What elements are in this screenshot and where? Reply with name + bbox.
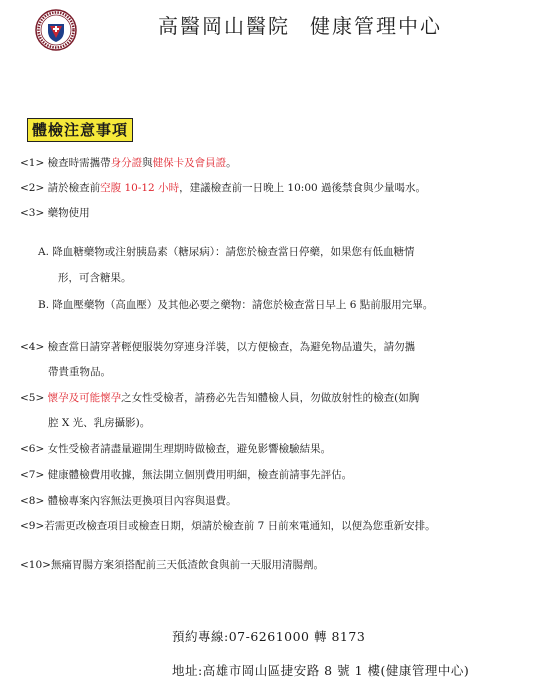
emphasis-text: 健保卡及會員證 <box>152 157 227 169</box>
notice-item-5: <5> 懷孕及可能懷孕之女性受檢者，請務必先告知體檢人員，勿做放射性的檢查(如胸 <box>20 392 420 404</box>
notice-item-3a-line1: A. 降血糖藥物或注射胰島素（糖尿病）：請您於檢查當日停藥，如果您有低血糖情 <box>38 246 415 258</box>
hospital-logo-icon <box>35 9 77 51</box>
notice-item-3: <3> 藥物使用 <box>20 207 90 219</box>
item-number: <2> <box>20 182 45 194</box>
notice-item-2: <2> 請於檢查前空腹 10-12 小時，建議檢查前一日晚上 10:00 過後禁食與少量喝水。 <box>20 182 427 194</box>
page-header <box>130 10 470 39</box>
notice-item-5-line2: 腔 X 光、乳房攝影)。 <box>48 417 151 429</box>
notice-item-4-line2: 帶貴重物品。 <box>48 366 111 378</box>
item-number: <4> <box>20 341 45 353</box>
notice-item-8: <8> 體檢專案內容無法更換項目內容與退費。 <box>20 495 237 507</box>
hospital-name: 高醫岡山醫院 <box>158 14 290 38</box>
item-number: <7> <box>20 469 45 481</box>
notice-item-3b: B. 降血壓藥物（高血壓）及其他必要之藥物：請您於檢查當日早上 6 點前服用完畢。 <box>38 299 434 311</box>
item-number: <6> <box>20 443 45 455</box>
item-number: <3> <box>20 207 45 219</box>
notice-item-10: <10>無痛胃腸方案須搭配前三天低渣飲食與前一天服用清腸劑。 <box>20 559 324 571</box>
item-number: <1> <box>20 157 45 169</box>
notice-item-1: <1> 檢查時需攜帶身分證與健保卡及會員證。 <box>20 157 237 169</box>
item-number: <9> <box>20 520 45 532</box>
item-number: <8> <box>20 495 45 507</box>
item-number: <10> <box>20 559 51 571</box>
emphasis-text: 懷孕及可能懷孕 <box>47 392 122 404</box>
center-name: 健康管理中心 <box>310 14 442 38</box>
notice-title: 體檢注意事項 <box>27 118 133 142</box>
notice-item-6: <6> 女性受檢者請盡量避開生理期時做檢查，避免影響檢驗結果。 <box>20 443 332 455</box>
notice-item-9: <9>若需更改檢查項目或檢查日期，煩請於檢查前 7 日前來電通知，以便為您重新安排。 <box>20 520 436 532</box>
address: 地址:高雄市岡山區捷安路 8 號 1 樓(健康管理中心) <box>172 663 470 678</box>
notice-item-4: <4> 檢查當日請穿著輕便服裝勿穿連身洋裝，以方便檢查，為避免物品遺失，請勿攜 <box>20 341 416 353</box>
emphasis-text: 身分證 <box>110 157 143 169</box>
notice-item-7: <7> 健康體檢費用收據，無法開立個別費用明細，檢查前請事先評估。 <box>20 469 353 481</box>
notice-item-3a-line2: 形，可含糖果。 <box>58 272 132 284</box>
booking-phone: 預約專線:07-6261000 轉 8173 <box>172 629 366 644</box>
emphasis-text: 空腹 10-12 小時 <box>100 182 180 194</box>
item-number: <5> <box>20 392 45 404</box>
